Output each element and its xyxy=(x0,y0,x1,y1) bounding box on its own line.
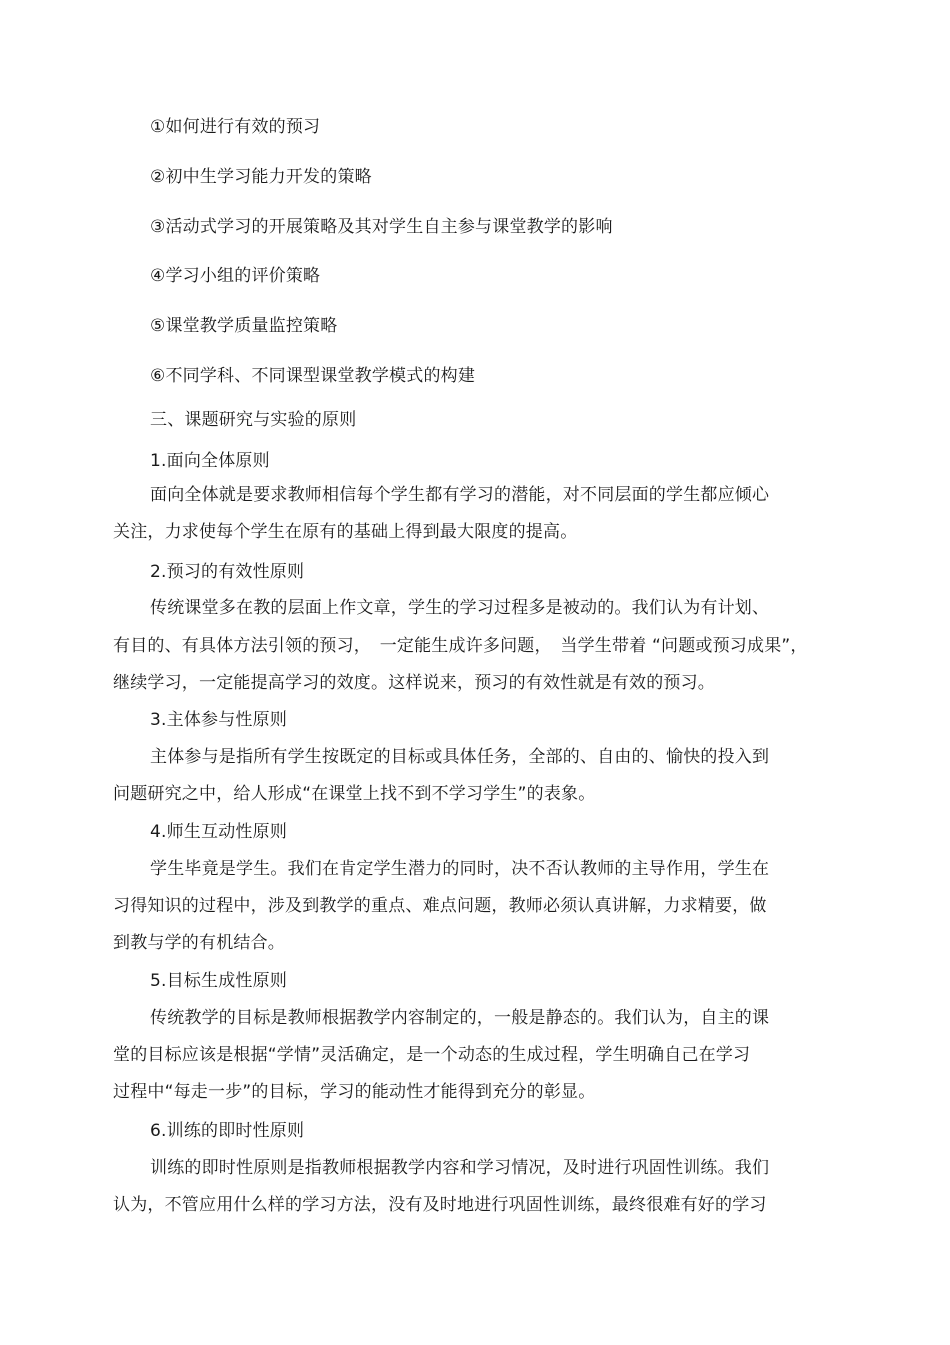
paragraph-line: 问题研究之中，给人形成“在课堂上找不到不学习学生”的表象。 xyxy=(113,784,596,804)
list-item: ①如何进行有效的预习 xyxy=(150,117,321,137)
paragraph-line: 学生毕竟是学生。我们在肯定学生潜力的同时，决不否认教师的主导作用，学生在 xyxy=(150,859,770,879)
list-item: ⑥不同学科、不同课型课堂教学模式的构建 xyxy=(150,366,476,386)
paragraph-line: 传统课堂多在教的层面上作文章，学生的学习过程多是被动的。我们认为有计划、 xyxy=(150,598,770,618)
list-item: ⑤课堂教学质量监控策略 xyxy=(150,316,338,336)
paragraph-line: 关注，力求使每个学生在原有的基础上得到最大限度的提高。 xyxy=(113,522,578,542)
paragraph-line: 到教与学的有机结合。 xyxy=(113,933,285,953)
paragraph-line: 训练的即时性原则是指教师根据教学内容和学习情况，及时进行巩固性训练。我们 xyxy=(150,1158,770,1178)
principle-title: 3.主体参与性原则 xyxy=(150,710,288,730)
principle-title: 1.面向全体原则 xyxy=(150,451,270,471)
principle-title: 2.预习的有效性原则 xyxy=(150,562,305,582)
principle-title: 4.师生互动性原则 xyxy=(150,822,288,842)
principle-title: 5.目标生成性原则 xyxy=(150,971,288,991)
paragraph-line: 面向全体就是要求教师相信每个学生都有学习的潜能，对不同层面的学生都应倾心 xyxy=(150,485,770,505)
list-item: ④学习小组的评价策略 xyxy=(150,266,321,286)
paragraph-line: 主体参与是指所有学生按既定的目标或具体任务，全部的、自由的、愉快的投入到 xyxy=(150,747,770,767)
list-item: ③活动式学习的开展策略及其对学生自主参与课堂教学的影响 xyxy=(150,217,613,237)
list-item: ②初中生学习能力开发的策略 xyxy=(150,167,372,187)
paragraph-line: 继续学习，一定能提高学习的效度。这样说来，预习的有效性就是有效的预习。 xyxy=(113,673,715,693)
principle-title: 6.训练的即时性原则 xyxy=(150,1121,305,1141)
paragraph-line: 过程中“每走一步”的目标，学习的能动性才能得到充分的彰显。 xyxy=(113,1082,596,1102)
section-heading: 三、课题研究与实验的原则 xyxy=(150,410,357,430)
paragraph-line: 传统教学的目标是教师根据教学内容制定的，一般是静态的。我们认为，自主的课 xyxy=(150,1008,770,1028)
paragraph-line: 习得知识的过程中，涉及到教学的重点、难点问题，教师必须认真讲解，力求精要，做 xyxy=(113,896,767,916)
paragraph-line: 认为，不管应用什么样的学习方法，没有及时地进行巩固性训练，最终很难有好的学习 xyxy=(113,1195,767,1215)
paragraph-line: 堂的目标应该是根据“学情”灵活确定，是一个动态的生成过程，学生明确自己在学习 xyxy=(113,1045,751,1065)
paragraph-line: 有目的、有具体方法引领的预习， 一定能生成许多问题， 当学生带着 “问题或预习成果”， xyxy=(113,636,808,656)
